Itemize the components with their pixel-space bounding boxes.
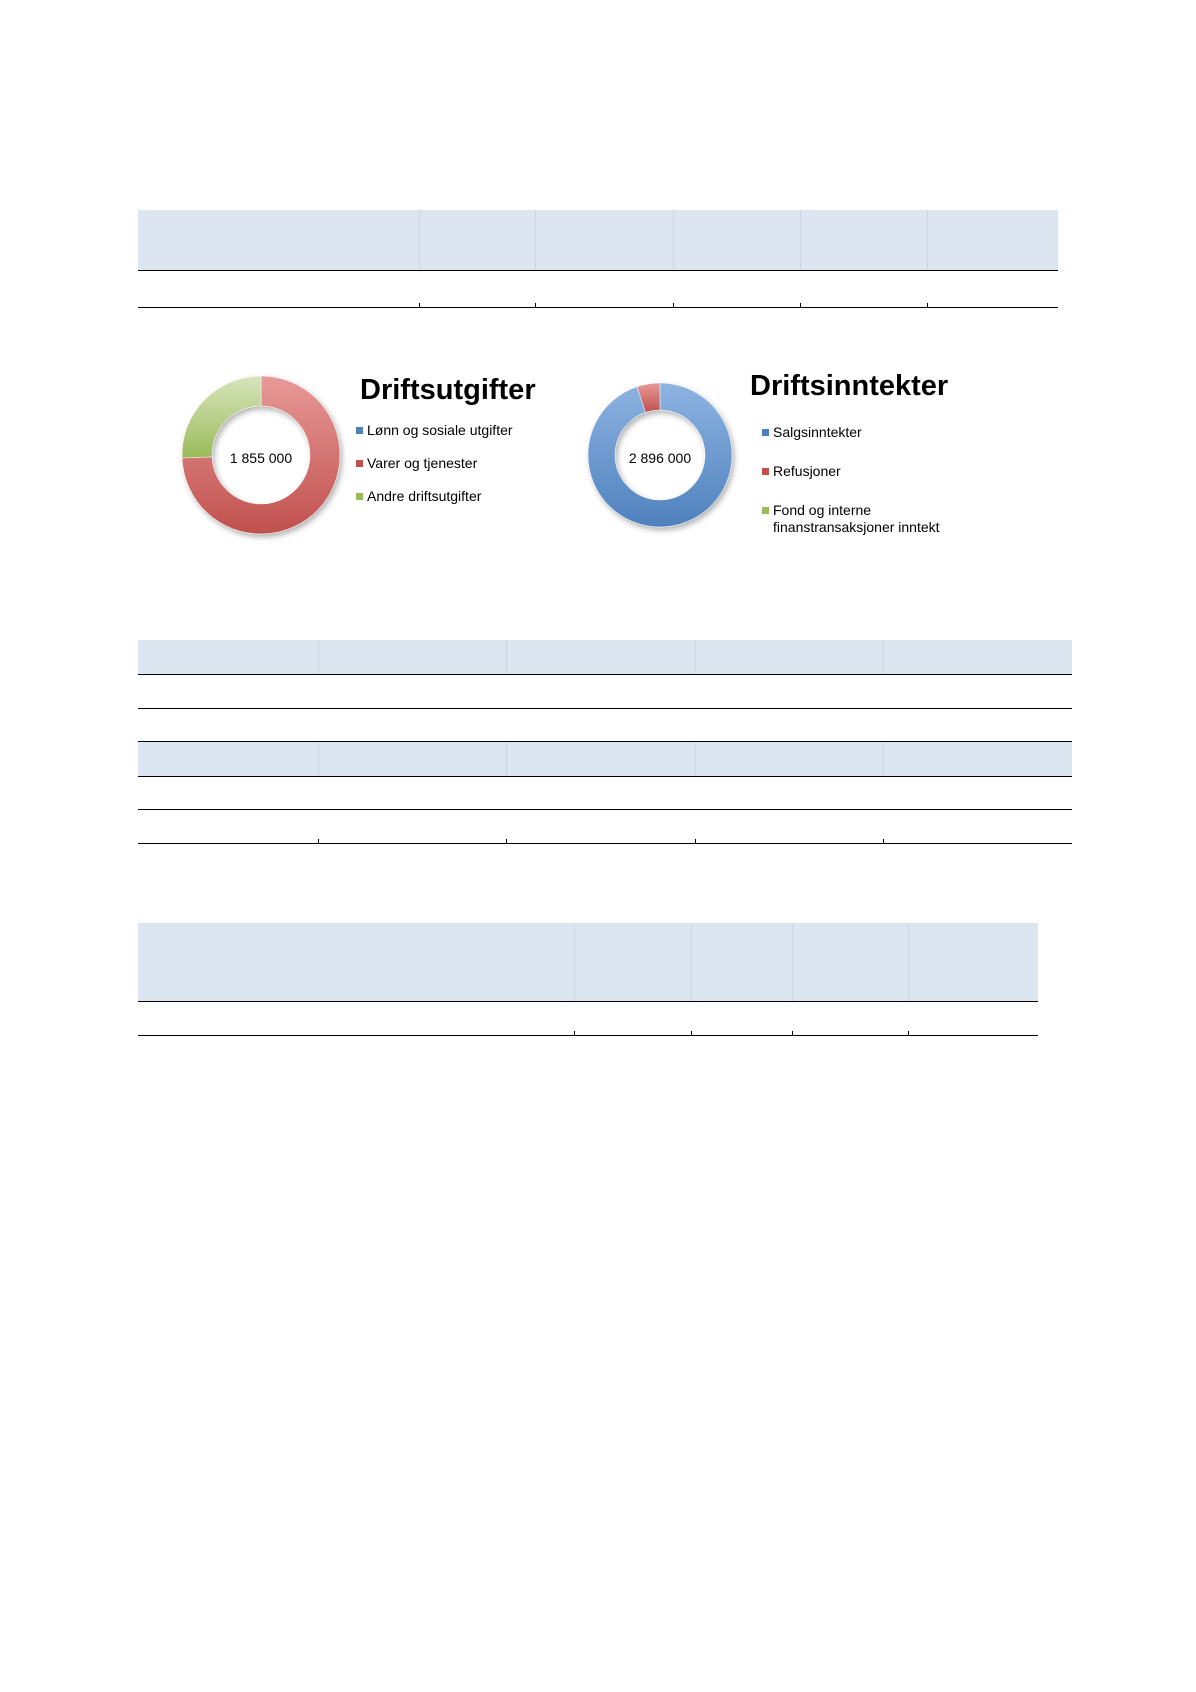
table-2	[138, 640, 1072, 845]
driftsutgifter-chart	[170, 360, 570, 550]
legend-label: Fond og interne finanstransaksjoner inntekt	[773, 502, 940, 535]
table-2-bottom-border	[138, 843, 1072, 844]
legend-label: Andre driftsutgifter	[367, 488, 482, 504]
table-1-header-row	[138, 210, 1058, 270]
driftsutgifter-title: Driftsutgifter	[360, 374, 536, 406]
driftsinntekter-chart	[578, 360, 998, 550]
table-2-subheader-row	[138, 742, 1072, 776]
table-3-header-row	[138, 923, 1038, 1001]
legend-swatch-green	[762, 507, 769, 514]
table-1-bottom-border	[138, 307, 1058, 308]
legend-label: Varer og tjenester	[367, 455, 478, 471]
table-1-row	[138, 271, 1058, 307]
driftsutgifter-center-label: 1 855 000	[229, 450, 293, 466]
table-2-row	[138, 675, 1072, 708]
table-3	[138, 923, 1038, 1037]
legend-swatch-green	[356, 493, 363, 500]
table-1	[138, 210, 1058, 308]
table-3-bottom-border	[138, 1035, 1038, 1036]
legend-swatch-red	[356, 460, 363, 467]
driftsinntekter-title: Driftsinntekter	[750, 370, 949, 402]
table-2-row	[138, 709, 1072, 741]
legend-label: Refusjoner	[773, 463, 841, 479]
legend-label: Salgsinntekter	[773, 424, 862, 440]
table-2-row	[138, 810, 1072, 843]
driftsinntekter-center-label: 2 896 000	[628, 450, 692, 466]
driftsinntekter-donut	[578, 360, 758, 550]
donut-slice-andre	[182, 376, 261, 458]
legend-swatch-red	[762, 468, 769, 475]
driftsutgifter-donut	[170, 360, 350, 550]
table-3-row	[138, 1002, 1038, 1035]
table-2-header-row	[138, 640, 1072, 674]
legend-swatch-blue	[356, 427, 363, 434]
table-2-row	[138, 777, 1072, 809]
legend-label: Lønn og sosiale utgifter	[367, 422, 513, 438]
legend-swatch-blue	[762, 429, 769, 436]
